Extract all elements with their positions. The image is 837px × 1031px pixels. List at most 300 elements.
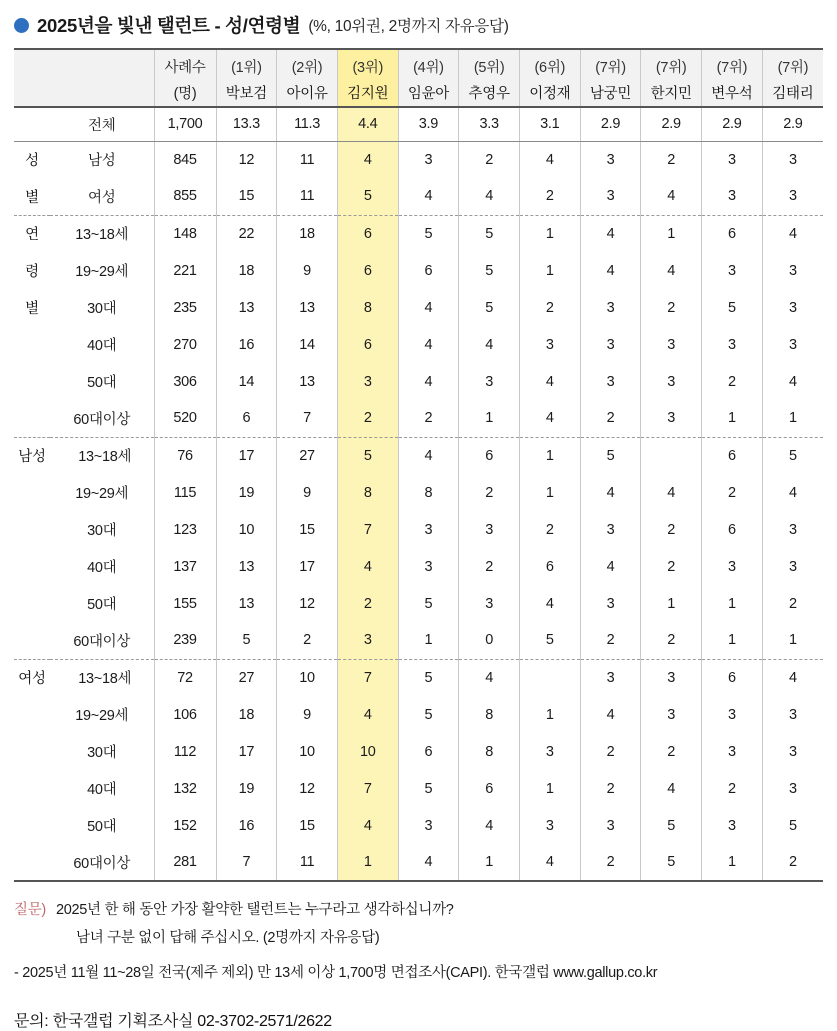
cell-value: 16	[216, 807, 277, 844]
header-name-7: 남궁민	[580, 78, 641, 107]
cell-value: 6	[398, 733, 459, 770]
cell-value: 6	[398, 252, 459, 289]
cell-value: 3	[762, 178, 823, 215]
header-rank-5: (5위)	[459, 49, 520, 78]
cell-value: 4	[398, 437, 459, 474]
cell-value: 4	[519, 141, 580, 178]
cell-value: 5	[398, 770, 459, 807]
cell-value: 2.9	[762, 107, 823, 141]
cell-value: 11	[277, 141, 338, 178]
group-label: 남성	[18, 449, 46, 466]
cell-value: 2	[459, 548, 520, 585]
group-label-empty	[14, 585, 50, 622]
cell-value: 7	[337, 659, 398, 696]
cell-value: 3	[762, 696, 823, 733]
header-rank-3: (3위)	[337, 49, 398, 78]
cell-value: 6	[337, 326, 398, 363]
group-label-char: 별	[25, 301, 39, 317]
cell-value: 5	[398, 585, 459, 622]
row-label: 여성	[50, 178, 154, 215]
cell-value: 4	[398, 326, 459, 363]
cell-value: 3	[762, 770, 823, 807]
cell-value: 2	[459, 141, 520, 178]
row-label: 50대	[87, 375, 117, 391]
cell-value: 2	[580, 622, 641, 659]
group-label-empty	[14, 548, 50, 585]
data-table	[14, 48, 823, 882]
cell-value: 3	[641, 363, 702, 400]
cell-value: 4	[762, 363, 823, 400]
cell-value: 5	[459, 289, 520, 326]
cell-value: 8	[459, 696, 520, 733]
table-row	[14, 363, 823, 400]
cell-value: 4	[762, 215, 823, 252]
header-name-9: 변우석	[702, 78, 763, 107]
cell-value: 3	[762, 252, 823, 289]
header-rank-10: (7위)	[762, 49, 823, 78]
table-body	[14, 107, 823, 881]
cell-sample-size: 132	[154, 770, 216, 807]
table-row	[14, 178, 823, 215]
header-name-row	[14, 78, 823, 107]
cell-value: 5	[702, 289, 763, 326]
cell-value: 2	[641, 141, 702, 178]
table-row	[14, 770, 823, 807]
cell-value: 2	[641, 622, 702, 659]
row-label: 13~18세	[78, 671, 132, 688]
cell-value: 6	[702, 215, 763, 252]
header-rank-7: (7위)	[580, 49, 641, 78]
cell-sample-size: 106	[154, 696, 216, 733]
group-label-empty	[14, 696, 50, 733]
cell-value: 4	[337, 141, 398, 178]
header-corner-4	[50, 78, 154, 107]
cell-value: 5	[459, 252, 520, 289]
cell-value: 5	[641, 807, 702, 844]
cell-value: 4	[762, 659, 823, 696]
header-rank-6: (6위)	[519, 49, 580, 78]
cell-value: 2.9	[641, 107, 702, 141]
cell-value: 6	[459, 770, 520, 807]
cell-value: 5	[337, 437, 398, 474]
header-name-10: 김태리	[762, 78, 823, 107]
cell-value: 2	[641, 511, 702, 548]
cell-sample-size: 112	[154, 733, 216, 770]
cell-value: 3	[702, 141, 763, 178]
row-label: 13~18세	[75, 227, 129, 244]
row-label: 19~29세	[75, 708, 129, 724]
cell-value: 2	[762, 844, 823, 881]
cell-value: 1	[519, 696, 580, 733]
cell-value: 10	[216, 511, 277, 548]
cell-value: 5	[762, 437, 823, 474]
cell-value: 3	[398, 548, 459, 585]
cell-value: 4	[519, 363, 580, 400]
title-subtitle: (%, 10위권, 2명까지 자유응답)	[308, 18, 509, 35]
cell-value: 2	[641, 289, 702, 326]
table-row	[14, 733, 823, 770]
table-row	[14, 400, 823, 437]
cell-value: 1	[519, 215, 580, 252]
footnotes	[14, 898, 824, 982]
cell-value: 4	[398, 178, 459, 215]
cell-value: 2	[580, 400, 641, 437]
cell-value: 2	[580, 844, 641, 881]
cell-value: 1	[519, 437, 580, 474]
cell-value: 2.9	[702, 107, 763, 141]
table-row	[14, 437, 823, 474]
cell-value: 3.1	[519, 107, 580, 141]
cell-value: 22	[216, 215, 277, 252]
cell-value: 11	[277, 178, 338, 215]
table-row	[14, 107, 823, 141]
cell-value: 3	[337, 363, 398, 400]
cell-value: 4	[580, 474, 641, 511]
cell-value: 17	[277, 548, 338, 585]
cell-value: 5	[762, 807, 823, 844]
row-label: 19~29세	[75, 486, 129, 502]
cell-value: 4	[641, 770, 702, 807]
cell-value: 13.3	[216, 107, 277, 141]
cell-value: 3	[459, 585, 520, 622]
row-label: 전체	[50, 107, 154, 141]
cell-sample-size: 235	[154, 289, 216, 326]
table-row	[14, 252, 823, 289]
cell-value: 10	[277, 659, 338, 696]
cell-value: 4	[519, 400, 580, 437]
cell-value: 4	[398, 363, 459, 400]
cell-value: 11	[277, 844, 338, 881]
table-row	[14, 807, 823, 844]
table-header	[14, 49, 823, 107]
cell-sample-size: 148	[154, 215, 216, 252]
cell-value: 4	[762, 474, 823, 511]
cell-value: 9	[277, 474, 338, 511]
group-label-char	[14, 363, 50, 400]
cell-value: 2	[580, 733, 641, 770]
cell-value: 3	[702, 696, 763, 733]
cell-value: 5	[519, 622, 580, 659]
row-label: 40대	[87, 782, 117, 798]
group-label-empty	[14, 107, 50, 141]
cell-value: 3	[398, 511, 459, 548]
title-text: 2025년을 빛낸 탤런트 - 성/연령별	[37, 15, 301, 36]
page-title	[0, 0, 837, 48]
cell-value: 6	[702, 437, 763, 474]
cell-value: 3	[580, 141, 641, 178]
cell-value: 6	[459, 437, 520, 474]
cell-value: 13	[216, 585, 277, 622]
cell-value: 1	[519, 770, 580, 807]
row-label: 30대	[87, 745, 117, 761]
cell-value: 2	[702, 363, 763, 400]
cell-value: 3	[702, 252, 763, 289]
cell-value: 13	[277, 363, 338, 400]
cell-value: 14	[277, 326, 338, 363]
cell-value: 6	[337, 215, 398, 252]
group-label-empty	[14, 622, 50, 659]
cell-value: 18	[277, 215, 338, 252]
cell-value: 8	[337, 289, 398, 326]
row-label: 60대이상	[50, 622, 154, 659]
cell-sample-size: 239	[154, 622, 216, 659]
cell-value: 4	[580, 696, 641, 733]
cell-value: 6	[216, 400, 277, 437]
cell-value: 2	[519, 511, 580, 548]
cell-value: 3	[580, 585, 641, 622]
cell-value: 2	[337, 400, 398, 437]
cell-value: 4	[337, 807, 398, 844]
cell-value: 9	[277, 696, 338, 733]
row-label: 19~29세	[75, 264, 129, 280]
group-label-empty	[14, 511, 50, 548]
question-text-2: 남녀 구분 없이 답해 주십시오. (2명까지 자유응답)	[76, 930, 380, 946]
cell-value: 3	[580, 807, 641, 844]
cell-value: 2	[277, 622, 338, 659]
cell-sample-size: 115	[154, 474, 216, 511]
group-label-char: 연	[25, 227, 39, 244]
header-name-4: 임윤아	[398, 78, 459, 107]
table-row	[14, 326, 823, 363]
question-text-1: 2025년 한 해 동안 가장 활약한 탤런트는 누구라고 생각하십니까?	[55, 902, 454, 918]
group-label-empty	[14, 474, 50, 511]
cell-value: 3	[580, 363, 641, 400]
cell-value: 4	[337, 696, 398, 733]
cell-value: 5	[216, 622, 277, 659]
cell-value: 1	[641, 215, 702, 252]
cell-value: 3	[762, 289, 823, 326]
group-label-empty	[14, 770, 50, 807]
group-label-empty	[14, 807, 50, 844]
cell-value: 16	[216, 326, 277, 363]
row-label: 40대	[87, 338, 117, 354]
cell-value: 1	[702, 400, 763, 437]
cell-value: 2	[519, 289, 580, 326]
cell-value: 1	[762, 400, 823, 437]
table-row	[14, 141, 823, 178]
cell-value: 3	[519, 807, 580, 844]
row-label: 60대이상	[50, 844, 154, 881]
cell-value: 18	[216, 696, 277, 733]
header-rank-row	[14, 49, 823, 78]
header-corner-3	[14, 78, 50, 107]
cell-value: 1	[519, 474, 580, 511]
group-label-char: 별	[14, 178, 50, 215]
cell-value: 3	[762, 733, 823, 770]
bullet-icon	[14, 18, 29, 33]
cell-value: 4	[641, 474, 702, 511]
table-row	[14, 511, 823, 548]
cell-sample-size: 76	[154, 437, 216, 474]
cell-value: 2.9	[580, 107, 641, 141]
cell-value: 12	[216, 141, 277, 178]
cell-value: 13	[216, 289, 277, 326]
cell-sample-size: 155	[154, 585, 216, 622]
cell-value: 13	[216, 548, 277, 585]
cell-value: 1	[459, 400, 520, 437]
cell-value: 3	[641, 696, 702, 733]
header-rank-4: (4위)	[398, 49, 459, 78]
cell-value: 2	[702, 474, 763, 511]
cell-value: 15	[216, 178, 277, 215]
cell-value: 4	[459, 326, 520, 363]
header-name-2: 아이유	[277, 78, 338, 107]
cell-value: 5	[398, 215, 459, 252]
cell-value	[519, 659, 580, 696]
cell-value: 3	[398, 141, 459, 178]
group-label-empty	[14, 733, 50, 770]
cell-value: 5	[580, 437, 641, 474]
cell-value: 4.4	[337, 107, 398, 141]
cell-value: 5	[398, 659, 459, 696]
cell-value: 3	[702, 807, 763, 844]
header-corner-2	[50, 49, 154, 78]
cell-value: 3	[702, 178, 763, 215]
header-rank-8: (7위)	[641, 49, 702, 78]
row-label: 40대	[87, 560, 117, 576]
cell-value: 2	[337, 585, 398, 622]
cell-value: 4	[519, 844, 580, 881]
cell-value: 7	[216, 844, 277, 881]
cell-value: 3	[762, 511, 823, 548]
cell-value: 5	[398, 696, 459, 733]
cell-value: 3	[580, 326, 641, 363]
cell-value: 18	[216, 252, 277, 289]
header-name-3: 김지원	[337, 78, 398, 107]
cell-value: 2	[641, 548, 702, 585]
cell-value: 19	[216, 474, 277, 511]
question-tag: 질문)	[14, 902, 46, 918]
cell-value: 7	[277, 400, 338, 437]
cell-sample-size: 306	[154, 363, 216, 400]
cell-value: 5	[641, 844, 702, 881]
cell-value: 27	[277, 437, 338, 474]
header-corner	[14, 49, 50, 78]
table-row	[14, 659, 823, 696]
row-label: 남성	[88, 153, 116, 170]
cell-value: 2	[702, 770, 763, 807]
header-name-5: 추영우	[459, 78, 520, 107]
cell-value: 1	[702, 585, 763, 622]
group-label-empty	[14, 844, 50, 881]
table-row	[14, 215, 823, 252]
cell-sample-size: 270	[154, 326, 216, 363]
question-line	[14, 898, 824, 919]
cell-value: 3	[641, 400, 702, 437]
header-name-8: 한지민	[641, 78, 702, 107]
cell-value: 3	[398, 807, 459, 844]
cell-value: 7	[337, 511, 398, 548]
cell-value: 4	[337, 548, 398, 585]
contact-note: 문의: 한국갤럽 기획조사실 02-3702-2571/2622	[14, 1013, 332, 1030]
cell-value: 1	[398, 622, 459, 659]
cell-value: 5	[459, 215, 520, 252]
cell-value: 3	[702, 548, 763, 585]
table-row	[14, 622, 823, 659]
cell-value: 8	[459, 733, 520, 770]
cell-value: 3.9	[398, 107, 459, 141]
cell-value: 3	[337, 622, 398, 659]
cell-value: 4	[580, 215, 641, 252]
row-label: 50대	[87, 597, 117, 613]
cell-value: 8	[337, 474, 398, 511]
cell-value: 3	[459, 363, 520, 400]
cell-value: 6	[519, 548, 580, 585]
cell-sample-size: 72	[154, 659, 216, 696]
cell-value: 6	[702, 659, 763, 696]
cell-value: 3	[580, 511, 641, 548]
cell-value: 3.3	[459, 107, 520, 141]
cell-value: 9	[277, 252, 338, 289]
cell-value: 4	[641, 252, 702, 289]
cell-value: 3	[580, 659, 641, 696]
cell-sample-size: 281	[154, 844, 216, 881]
table-row	[14, 696, 823, 733]
source-note: - 2025년 11월 11~28일 전국(제주 제외) 만 13세 이상 1,700명 면접조사(CAPI). 한국갤럽 www.gallup.co.kr	[14, 965, 658, 981]
table-row	[14, 548, 823, 585]
row-label: 30대	[87, 301, 117, 317]
cell-value: 1	[762, 622, 823, 659]
group-label-char: 성	[25, 153, 39, 170]
cell-value: 4	[398, 289, 459, 326]
cell-value: 3	[762, 141, 823, 178]
row-label: 50대	[87, 819, 117, 835]
header-rank-9: (7위)	[702, 49, 763, 78]
cell-value: 1	[702, 622, 763, 659]
cell-value: 1	[337, 844, 398, 881]
cell-value: 2	[398, 400, 459, 437]
cell-value: 2	[762, 585, 823, 622]
cell-sample-size: 1,700	[154, 107, 216, 141]
cell-value: 1	[519, 252, 580, 289]
cell-value: 4	[459, 659, 520, 696]
cell-value: 4	[398, 844, 459, 881]
cell-sample-size: 520	[154, 400, 216, 437]
cell-value: 0	[459, 622, 520, 659]
cell-value: 3	[580, 289, 641, 326]
row-label: 13~18세	[78, 449, 132, 466]
cell-value: 6	[337, 252, 398, 289]
row-label: 60대이상	[50, 400, 154, 437]
cell-value: 2	[459, 474, 520, 511]
cell-value: 5	[337, 178, 398, 215]
cell-value: 12	[277, 585, 338, 622]
header-rank-1: (1위)	[216, 49, 277, 78]
cell-value: 15	[277, 807, 338, 844]
cell-value: 4	[580, 548, 641, 585]
table-row	[14, 585, 823, 622]
cell-value: 4	[641, 178, 702, 215]
cell-value: 17	[216, 437, 277, 474]
cell-value: 15	[277, 511, 338, 548]
group-label-char	[14, 326, 50, 363]
cell-value: 4	[459, 807, 520, 844]
cell-value: 1	[702, 844, 763, 881]
header-name-6: 이정재	[519, 78, 580, 107]
table-row	[14, 289, 823, 326]
header-sample-size-2: (명)	[154, 78, 216, 107]
cell-value: 11.3	[277, 107, 338, 141]
cell-value: 3	[641, 326, 702, 363]
group-label-char: 령	[25, 264, 39, 280]
cell-value: 4	[519, 585, 580, 622]
cell-value	[641, 437, 702, 474]
cell-value: 6	[702, 511, 763, 548]
table-row	[14, 474, 823, 511]
cell-value: 12	[277, 770, 338, 807]
cell-value: 3	[519, 326, 580, 363]
cell-value: 2	[641, 733, 702, 770]
